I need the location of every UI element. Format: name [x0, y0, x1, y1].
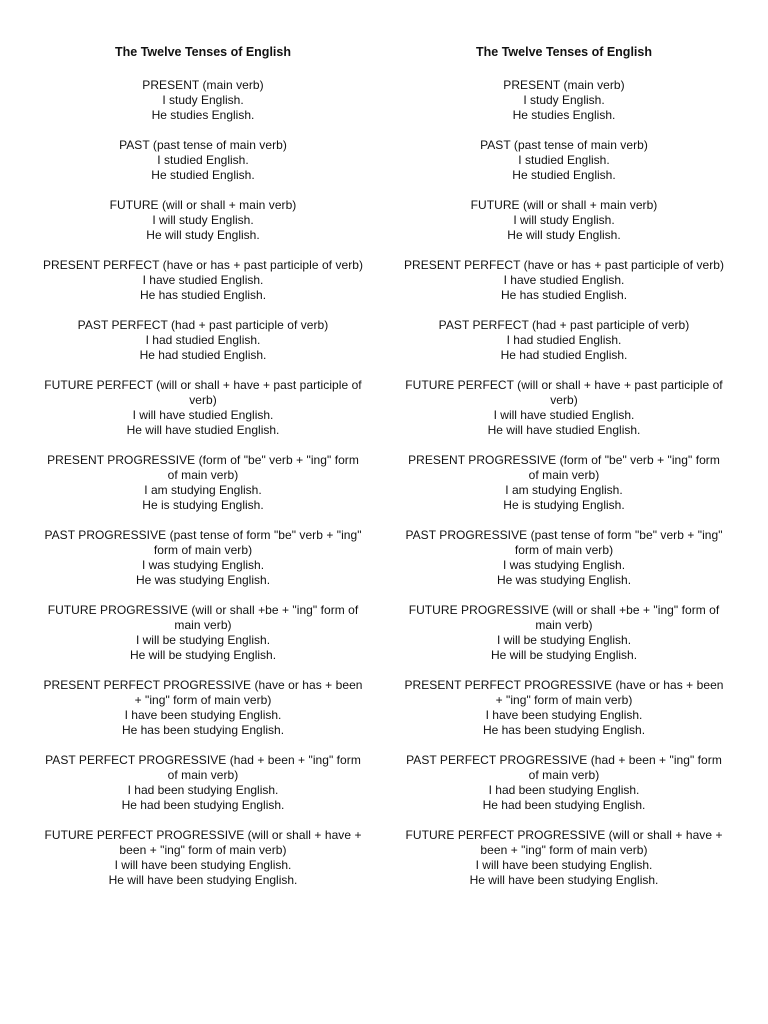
tense-name: PAST PERFECT (had + past participle of verb) — [77, 318, 329, 332]
tense-block-past-perfect — [403, 318, 725, 363]
example-sentence: I had studied English. — [145, 333, 261, 347]
tense-block-present-perfect-progressive — [42, 678, 364, 738]
example-sentence: He has been studying English. — [121, 723, 285, 737]
tense-name: PAST PERFECT PROGRESSIVE (had + been + "ing" form of main verb) — [45, 753, 361, 782]
tense-block-present — [42, 78, 364, 123]
tense-name: FUTURE PERFECT PROGRESSIVE (will or shall + have + been + "ing" form of main verb) — [405, 828, 723, 857]
tense-block-future-perfect-progressive — [403, 828, 725, 888]
tense-block-present-perfect — [403, 258, 725, 303]
example-sentence: He will have been studying English. — [469, 873, 659, 887]
example-sentence: I studied English. — [518, 153, 610, 167]
tense-name: PRESENT (main verb) — [142, 78, 264, 92]
tense-name: PRESENT PERFECT (have or has + past participle of verb) — [403, 258, 725, 272]
tense-block-future-perfect-progressive — [42, 828, 364, 888]
tense-block-present-progressive — [42, 453, 364, 513]
tense-block-future — [403, 198, 725, 243]
example-sentence: He studied English. — [512, 168, 616, 182]
tense-name: FUTURE PERFECT (will or shall + have + past participle of verb) — [44, 378, 362, 407]
left-column — [42, 45, 364, 903]
tense-block-future-progressive — [42, 603, 364, 663]
example-sentence: I have been studying English. — [124, 708, 282, 722]
example-sentence: He was studying English. — [496, 573, 632, 587]
tense-name: PRESENT (main verb) — [503, 78, 625, 92]
example-sentence: He studies English. — [151, 108, 255, 122]
tense-name: FUTURE PERFECT (will or shall + have + past participle of verb) — [405, 378, 723, 407]
tense-block-future-perfect — [42, 378, 364, 438]
tense-name: PAST PERFECT PROGRESSIVE (had + been + "ing" form of main verb) — [406, 753, 722, 782]
tense-name: PAST (past tense of main verb) — [480, 138, 648, 152]
document-title: The Twelve Tenses of English — [476, 45, 652, 59]
example-sentence: He studies English. — [512, 108, 616, 122]
example-sentence: I had studied English. — [506, 333, 622, 347]
tense-name: PAST PERFECT (had + past participle of verb) — [438, 318, 690, 332]
tense-block-past-progressive — [403, 528, 725, 588]
tense-name: PAST (past tense of main verb) — [119, 138, 287, 152]
tense-name: PAST PROGRESSIVE (past tense of form "be" verb + "ing" form of main verb) — [405, 528, 723, 557]
example-sentence: I will study English. — [152, 213, 254, 227]
example-sentence: He had been studying English. — [482, 798, 646, 812]
example-sentence: He will have been studying English. — [108, 873, 298, 887]
tense-name: PRESENT PROGRESSIVE (form of "be" verb + "ing" form of main verb) — [408, 453, 720, 482]
example-sentence: He is studying English. — [142, 498, 264, 512]
tense-block-present-perfect-progressive — [403, 678, 725, 738]
example-sentence: He has been studying English. — [482, 723, 646, 737]
tense-block-future-progressive — [403, 603, 725, 663]
example-sentence: I was studying English. — [502, 558, 626, 572]
tense-name: PRESENT PROGRESSIVE (form of "be" verb + "ing" form of main verb) — [47, 453, 359, 482]
example-sentence: He is studying English. — [503, 498, 625, 512]
example-sentence: He was studying English. — [135, 573, 271, 587]
example-sentence: I am studying English. — [505, 483, 623, 497]
tense-name: PAST PROGRESSIVE (past tense of form "be" verb + "ing" form of main verb) — [44, 528, 362, 557]
tense-block-past — [42, 138, 364, 183]
example-sentence: He had been studying English. — [121, 798, 285, 812]
example-sentence: He has studied English. — [500, 288, 628, 302]
tense-block-past-perfect-progressive — [403, 753, 725, 813]
example-sentence: I will have been studying English. — [475, 858, 653, 872]
example-sentence: I study English. — [162, 93, 244, 107]
document-title: The Twelve Tenses of English — [115, 45, 291, 59]
example-sentence: I had been studying English. — [127, 783, 279, 797]
tense-name: PRESENT PERFECT PROGRESSIVE (have or has + been + "ing" form of main verb) — [43, 678, 363, 707]
example-sentence: I have been studying English. — [485, 708, 643, 722]
example-sentence: He will study English. — [507, 228, 621, 242]
tense-block-present — [403, 78, 725, 123]
tense-block-present-progressive — [403, 453, 725, 513]
example-sentence: I will have studied English. — [493, 408, 635, 422]
tense-name: FUTURE (will or shall + main verb) — [109, 198, 297, 212]
right-column — [403, 45, 725, 903]
example-sentence: I will be studying English. — [496, 633, 632, 647]
example-sentence: He will study English. — [146, 228, 260, 242]
example-sentence: I will have studied English. — [132, 408, 274, 422]
tense-name: FUTURE PERFECT PROGRESSIVE (will or shall + have + been + "ing" form of main verb) — [44, 828, 362, 857]
example-sentence: He studied English. — [151, 168, 255, 182]
tense-block-present-perfect — [42, 258, 364, 303]
example-sentence: I study English. — [523, 93, 605, 107]
tense-block-future — [42, 198, 364, 243]
example-sentence: I studied English. — [157, 153, 249, 167]
tense-block-past-perfect — [42, 318, 364, 363]
example-sentence: I was studying English. — [141, 558, 265, 572]
tense-name: FUTURE PROGRESSIVE (will or shall +be + "ing" form of main verb) — [47, 603, 359, 632]
example-sentence: He will have studied English. — [487, 423, 641, 437]
example-sentence: I had been studying English. — [488, 783, 640, 797]
tense-name: FUTURE PROGRESSIVE (will or shall +be + "ing" form of main verb) — [408, 603, 720, 632]
example-sentence: I will have been studying English. — [114, 858, 292, 872]
example-sentence: I am studying English. — [144, 483, 262, 497]
example-sentence: He will have studied English. — [126, 423, 280, 437]
example-sentence: I will study English. — [513, 213, 615, 227]
tense-block-future-perfect — [403, 378, 725, 438]
example-sentence: He had studied English. — [500, 348, 628, 362]
tense-block-past-perfect-progressive — [42, 753, 364, 813]
example-sentence: I have studied English. — [142, 273, 264, 287]
example-sentence: He has studied English. — [139, 288, 267, 302]
example-sentence: He will be studying English. — [129, 648, 277, 662]
tense-name: PRESENT PERFECT (have or has + past participle of verb) — [42, 258, 364, 272]
example-sentence: He will be studying English. — [490, 648, 638, 662]
tense-block-past — [403, 138, 725, 183]
example-sentence: I will be studying English. — [135, 633, 271, 647]
tense-name: PRESENT PERFECT PROGRESSIVE (have or has + been + "ing" form of main verb) — [404, 678, 724, 707]
tense-block-past-progressive — [42, 528, 364, 588]
example-sentence: I have studied English. — [503, 273, 625, 287]
tense-name: FUTURE (will or shall + main verb) — [470, 198, 658, 212]
example-sentence: He had studied English. — [139, 348, 267, 362]
